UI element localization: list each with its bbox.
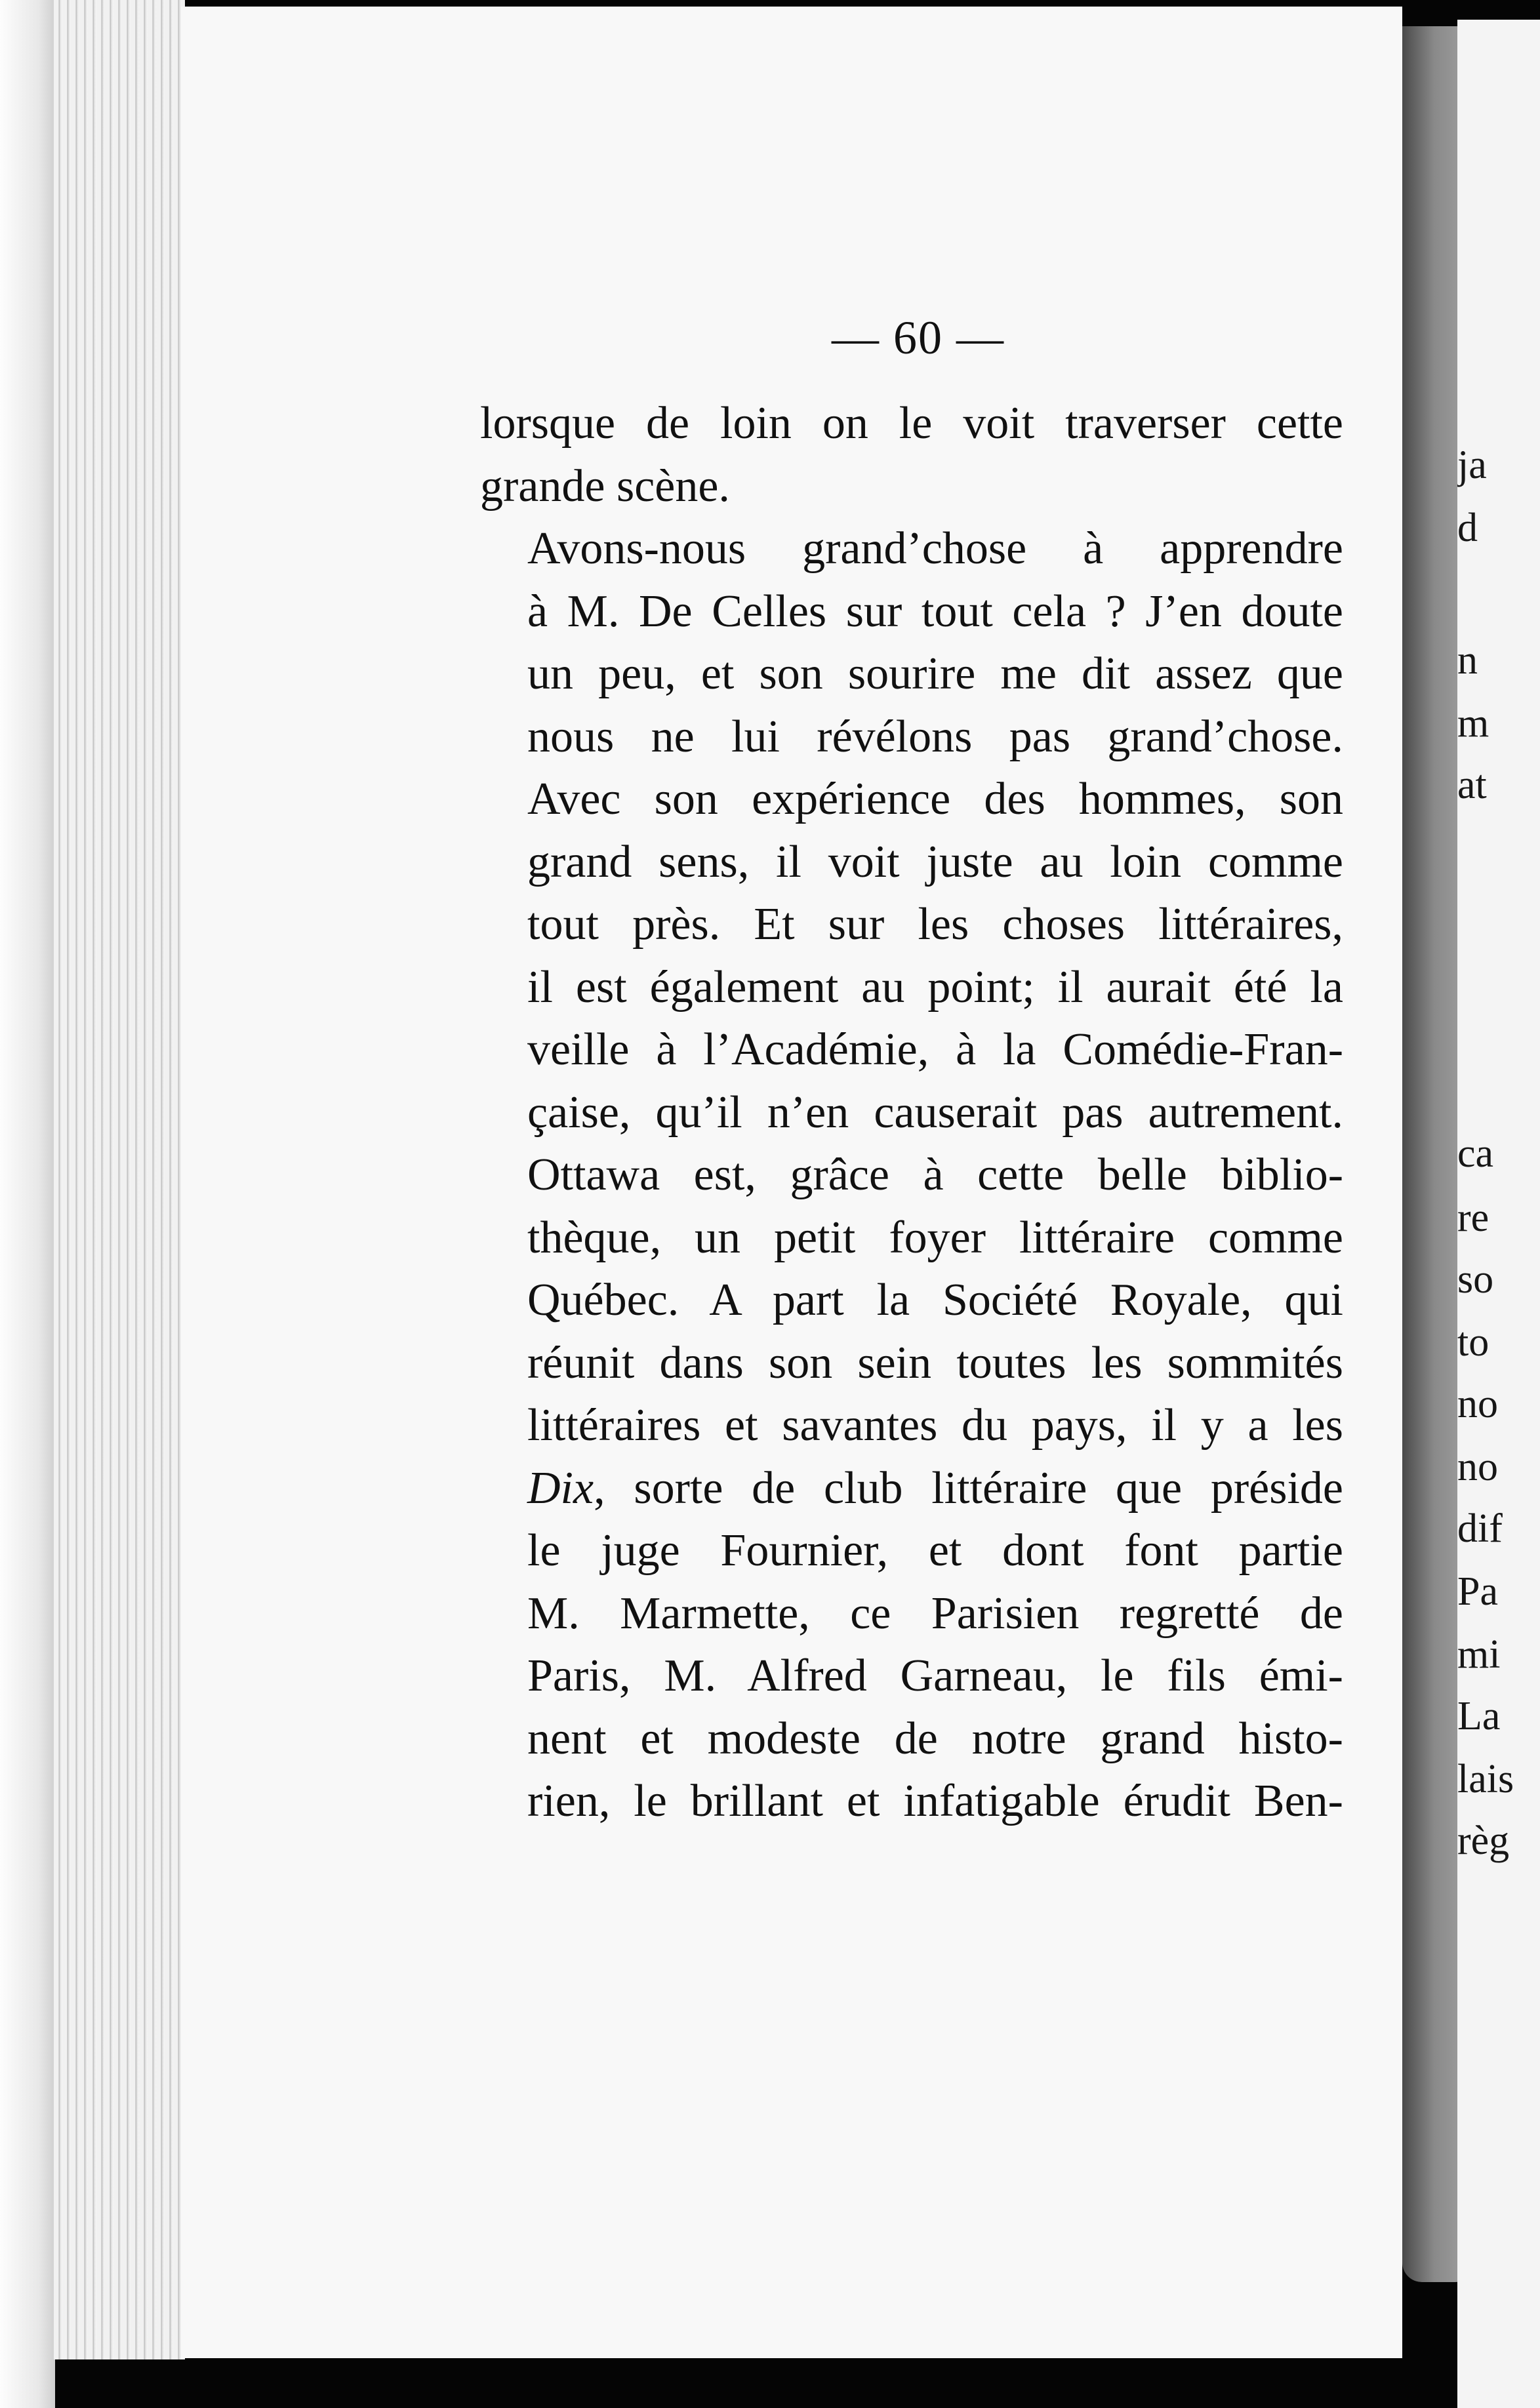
next-page-text: dif xyxy=(1457,1506,1503,1551)
next-page-text: mi xyxy=(1457,1632,1501,1677)
page-edges xyxy=(54,0,185,2359)
text-line: lorsque de loin on le voit traverser cette xyxy=(480,398,1343,449)
text-line: Avons-nous grand’chose à apprendre xyxy=(527,523,1343,574)
text-line: le juge Fournier, et dont font partie xyxy=(527,1525,1343,1576)
text-line: Avec son expérience des hommes, son xyxy=(527,774,1343,824)
next-page-text: ca xyxy=(1457,1131,1494,1176)
text-line: grande scène. xyxy=(480,460,730,512)
text-line: rien, le brillant et infatigable érudit Ben- xyxy=(527,1776,1343,1826)
next-page-text: Pa xyxy=(1457,1569,1498,1614)
next-page-text: to xyxy=(1457,1320,1489,1365)
text-line: çaise, qu’il n’en causerait pas autrement. xyxy=(527,1087,1343,1138)
text-line xyxy=(480,1457,1343,1520)
next-page-text: so xyxy=(1457,1257,1494,1302)
text-line: M. Marmette, ce Parisien regretté de xyxy=(527,1588,1343,1639)
next-page-text: d xyxy=(1457,506,1478,550)
text-line: Ottawa est, grâce à cette belle biblio- xyxy=(527,1150,1343,1200)
text-line: Paris, M. Alfred Garneau, le fils émi- xyxy=(527,1651,1343,1701)
next-page-text: ja xyxy=(1457,443,1487,487)
next-page-text: re xyxy=(1457,1195,1489,1240)
body-text xyxy=(480,392,1343,1833)
next-page-text: n xyxy=(1457,638,1478,683)
text-line: thèque, un petit foyer littéraire comme xyxy=(527,1212,1343,1263)
text-fragment: , sorte de club littéraire que préside xyxy=(594,1462,1343,1514)
scan-left-margin xyxy=(0,0,55,2408)
page-number: — 60 — xyxy=(832,311,1005,364)
text-line: grand sens, il voit juste au loin comme xyxy=(527,836,1343,887)
text-line: nous ne lui révélons pas grand’chose. xyxy=(527,711,1343,762)
italic-title: Dix xyxy=(527,1462,594,1514)
next-page-text: La xyxy=(1457,1694,1501,1738)
next-page-text: m xyxy=(1457,701,1489,746)
next-page-fragment xyxy=(1457,20,1540,2408)
text-line: littéraires et savantes du pays, il y a les xyxy=(527,1400,1343,1451)
text-line: il est également au point; il aurait été la xyxy=(527,961,1343,1013)
next-page-text: lais xyxy=(1457,1757,1514,1801)
next-page-text: no xyxy=(1457,1445,1498,1489)
next-page-text: no xyxy=(1457,1382,1498,1426)
text-line: nent et modeste de notre grand histo- xyxy=(527,1713,1343,1764)
paragraph xyxy=(480,517,1343,1144)
text-line: veille à l’Académie, à la Comédie-Fran- xyxy=(527,1024,1343,1075)
next-page-text: règ xyxy=(1457,1818,1510,1863)
next-page-text: at xyxy=(1457,763,1487,807)
text-line: Québec. A part la Société Royale, qui xyxy=(527,1275,1343,1325)
paragraph xyxy=(480,1144,1343,1833)
text-line: à M. De Celles sur tout cela ? J’en doute xyxy=(527,586,1343,637)
text-line: réunit dans son sein toutes les sommités xyxy=(527,1337,1343,1388)
text-line: tout près. Et sur les choses littéraires, xyxy=(527,899,1343,950)
text-line: un peu, et son sourire me dit assez que xyxy=(527,649,1343,699)
paragraph xyxy=(480,392,1343,517)
